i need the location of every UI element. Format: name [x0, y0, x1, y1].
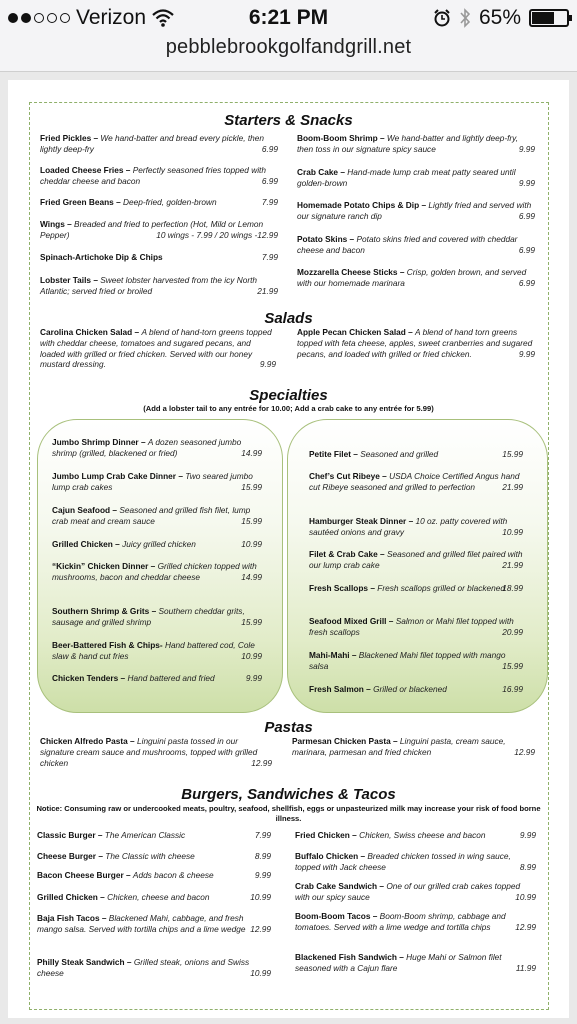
menu-item: Wings – Breaded and fried to perfection (Hot, Mild or Lemon Pepper) 10 wings - 7.99 / 20 wings -12.99 [40, 219, 278, 240]
menu-item: Blackened Fish Sandwich – Huge Mahi or Salmon filet seasoned with a Cajun flare 11.99 [295, 952, 536, 973]
menu-item: Beer-Battered Fish & Chips- Hand battered cod, Cole slaw & hand cut fries 10.99 [52, 640, 262, 661]
menu-item: Boom-Boom Tacos – Boom-Boom shrimp, cabbage and tomatoes. Served with a lime wedge and tortilla chips 12.99 [295, 911, 536, 932]
menu-item: Apple Pecan Chicken Salad – A blend of hand torn greens topped with feta cheese, apples, sweet cranberries and sugared pecans, and loaded with grilled or fried chicken. 9.99 [297, 327, 535, 359]
menu-item: Buffalo Chicken – Breaded chicken tossed in wing sauce, topped with Jack cheese 8.99 [295, 851, 536, 872]
clock: 6:21 PM [248, 6, 329, 29]
section-title-salads: Salads [264, 310, 313, 327]
menu-item: Boom-Boom Shrimp – We hand-batter and lightly deep-fry, then toss in our signature spicy sauce 9.99 [297, 133, 535, 154]
menu-item: Filet & Crab Cake – Seasoned and grilled filet paired with our lump crab cake 21.99 [309, 549, 523, 570]
menu-item: Seafood Mixed Grill – Salmon or Mahi filet topped with fresh scallops 20.99 [309, 616, 523, 637]
menu-item: Southern Shrimp & Grits – Southern cheddar grits, sausage and grilled shrimp 15.99 [52, 606, 262, 627]
menu-item: Fresh Scallops – Fresh scallops grilled or blackened 18.99 [309, 583, 523, 593]
menu-item: Fried Chicken – Chicken, Swiss cheese and bacon 9.99 [295, 830, 536, 840]
menu-item: Fresh Salmon – Grilled or blackened 16.99 [309, 684, 523, 694]
menu-item: Parmesan Chicken Pasta – Linguini pasta, cream sauce, marinara, parmesan and fried chicken 12.99 [292, 736, 535, 757]
menu-item: Hamburger Steak Dinner – 10 oz. patty covered with sautéed onions and gravy 10.99 [309, 516, 523, 537]
carrier-name: Verizon [76, 6, 147, 29]
menu-item: Chicken Alfredo Pasta – Linguini pasta tossed in our signature cream sauce and mushrooms, topped with grilled chicken 12.99 [40, 736, 272, 768]
menu-item: Fried Green Beans – Deep-fried, golden-brown 7.99 [40, 197, 278, 207]
battery-percent: 65% [478, 6, 521, 29]
menu-item: Fried Pickles – We hand-batter and bread every pickle, then lightly deep-fry 6.99 [40, 133, 278, 154]
menu-item: Baja Fish Tacos – Blackened Mahi, cabbage, and fresh mango salsa. Served with tortilla chips and a lime wedge 12.99 [37, 913, 271, 934]
menu-item: Petite Filet – Seasoned and grilled 15.99 [309, 449, 523, 459]
menu-item: Crab Cake – Hand-made lump crab meat patty seared until golden-brown 9.99 [297, 167, 535, 188]
menu-item: Jumbo Shrimp Dinner – A dozen seasoned jumbo shrimp (grilled, blackened or fried) 14.99 [52, 437, 262, 458]
alarm-icon [433, 9, 451, 27]
section-title-burgers: Burgers, Sandwiches & Tacos [181, 786, 396, 803]
menu-item: Loaded Cheese Fries – Perfectly seasoned fries topped with cheddar cheese and bacon 6.99 [40, 165, 278, 186]
menu-item: Philly Steak Sandwich – Grilled steak, onions and Swiss cheese 10.99 [37, 957, 271, 978]
specialties-note: (Add a lobster tail to any entrée for 10.00; Add a crab cake to any entrée for 5.99) [143, 404, 434, 413]
address-bar[interactable]: pebblebrookgolfandgrill.net [165, 36, 412, 58]
bluetooth-icon [459, 8, 471, 28]
menu-item: Jumbo Lump Crab Cake Dinner – Two seared jumbo lump crab cakes 15.99 [52, 471, 262, 492]
food-safety-notice: Notice: Consuming raw or undercooked meats, poultry, seafood, shellfish, eggs or unpasteurized milk may increase your risk of food borne illness. [36, 804, 541, 823]
menu-item: “Kickin” Chicken Dinner – Grilled chicken topped with mushrooms, bacon and cheddar cheese 14.99 [52, 561, 262, 582]
battery-icon [529, 9, 569, 27]
browser-chrome [0, 0, 577, 72]
status-bar [0, 0, 577, 34]
menu-item: Mozzarella Cheese Sticks – Crisp, golden brown, and served with our homemade marinara 6.99 [297, 267, 535, 288]
menu-item: Cajun Seafood – Seasoned and grilled fish filet, lump crab meat and cream sauce 15.99 [52, 505, 262, 526]
menu-item: Chicken Tenders – Hand battered and fried 9.99 [52, 673, 262, 683]
section-title-starters: Starters & Snacks [224, 112, 353, 129]
section-title-specialties: Specialties [249, 387, 328, 404]
menu-item: Mahi-Mahi – Blackened Mahi filet topped with mango salsa 15.99 [309, 650, 523, 671]
menu-item: Crab Cake Sandwich – One of our grilled crab cakes topped with our spicy sauce 10.99 [295, 881, 536, 902]
menu-item: Bacon Cheese Burger – Adds bacon & cheese 9.99 [37, 870, 271, 880]
menu-item: Potato Skins – Potato skins fried and covered with cheddar cheese and bacon 6.99 [297, 234, 535, 255]
menu-item: Grilled Chicken – Chicken, cheese and bacon 10.99 [37, 892, 271, 902]
menu-item: Classic Burger – The American Classic 7.99 [37, 830, 271, 840]
menu-item: Chef’s Cut Ribeye – USDA Choice Certified Angus hand cut Ribeye seasoned and grilled to perfection 21.99 [309, 471, 523, 492]
menu-item: Spinach-Artichoke Dip & Chips 7.99 [40, 252, 278, 262]
menu-item: Lobster Tails – Sweet lobster harvested from the icy North Atlantic; served fried or broiled 21.99 [40, 275, 278, 296]
menu-item: Carolina Chicken Salad – A blend of hand-torn greens topped with cheddar cheese, tomatoes and sugared pecans, and loaded with grilled or fried chicken. Served with our honey mustard dressing. 9.99 [40, 327, 276, 370]
menu-item: Homemade Potato Chips & Dip – Lightly fried and served with our signature ranch dip 6.99 [297, 200, 535, 221]
section-title-pastas: Pastas [264, 719, 313, 736]
menu-item: Grilled Chicken – Juicy grilled chicken 10.99 [52, 539, 262, 549]
menu-item: Cheese Burger – The Classic with cheese 8.99 [37, 851, 271, 861]
